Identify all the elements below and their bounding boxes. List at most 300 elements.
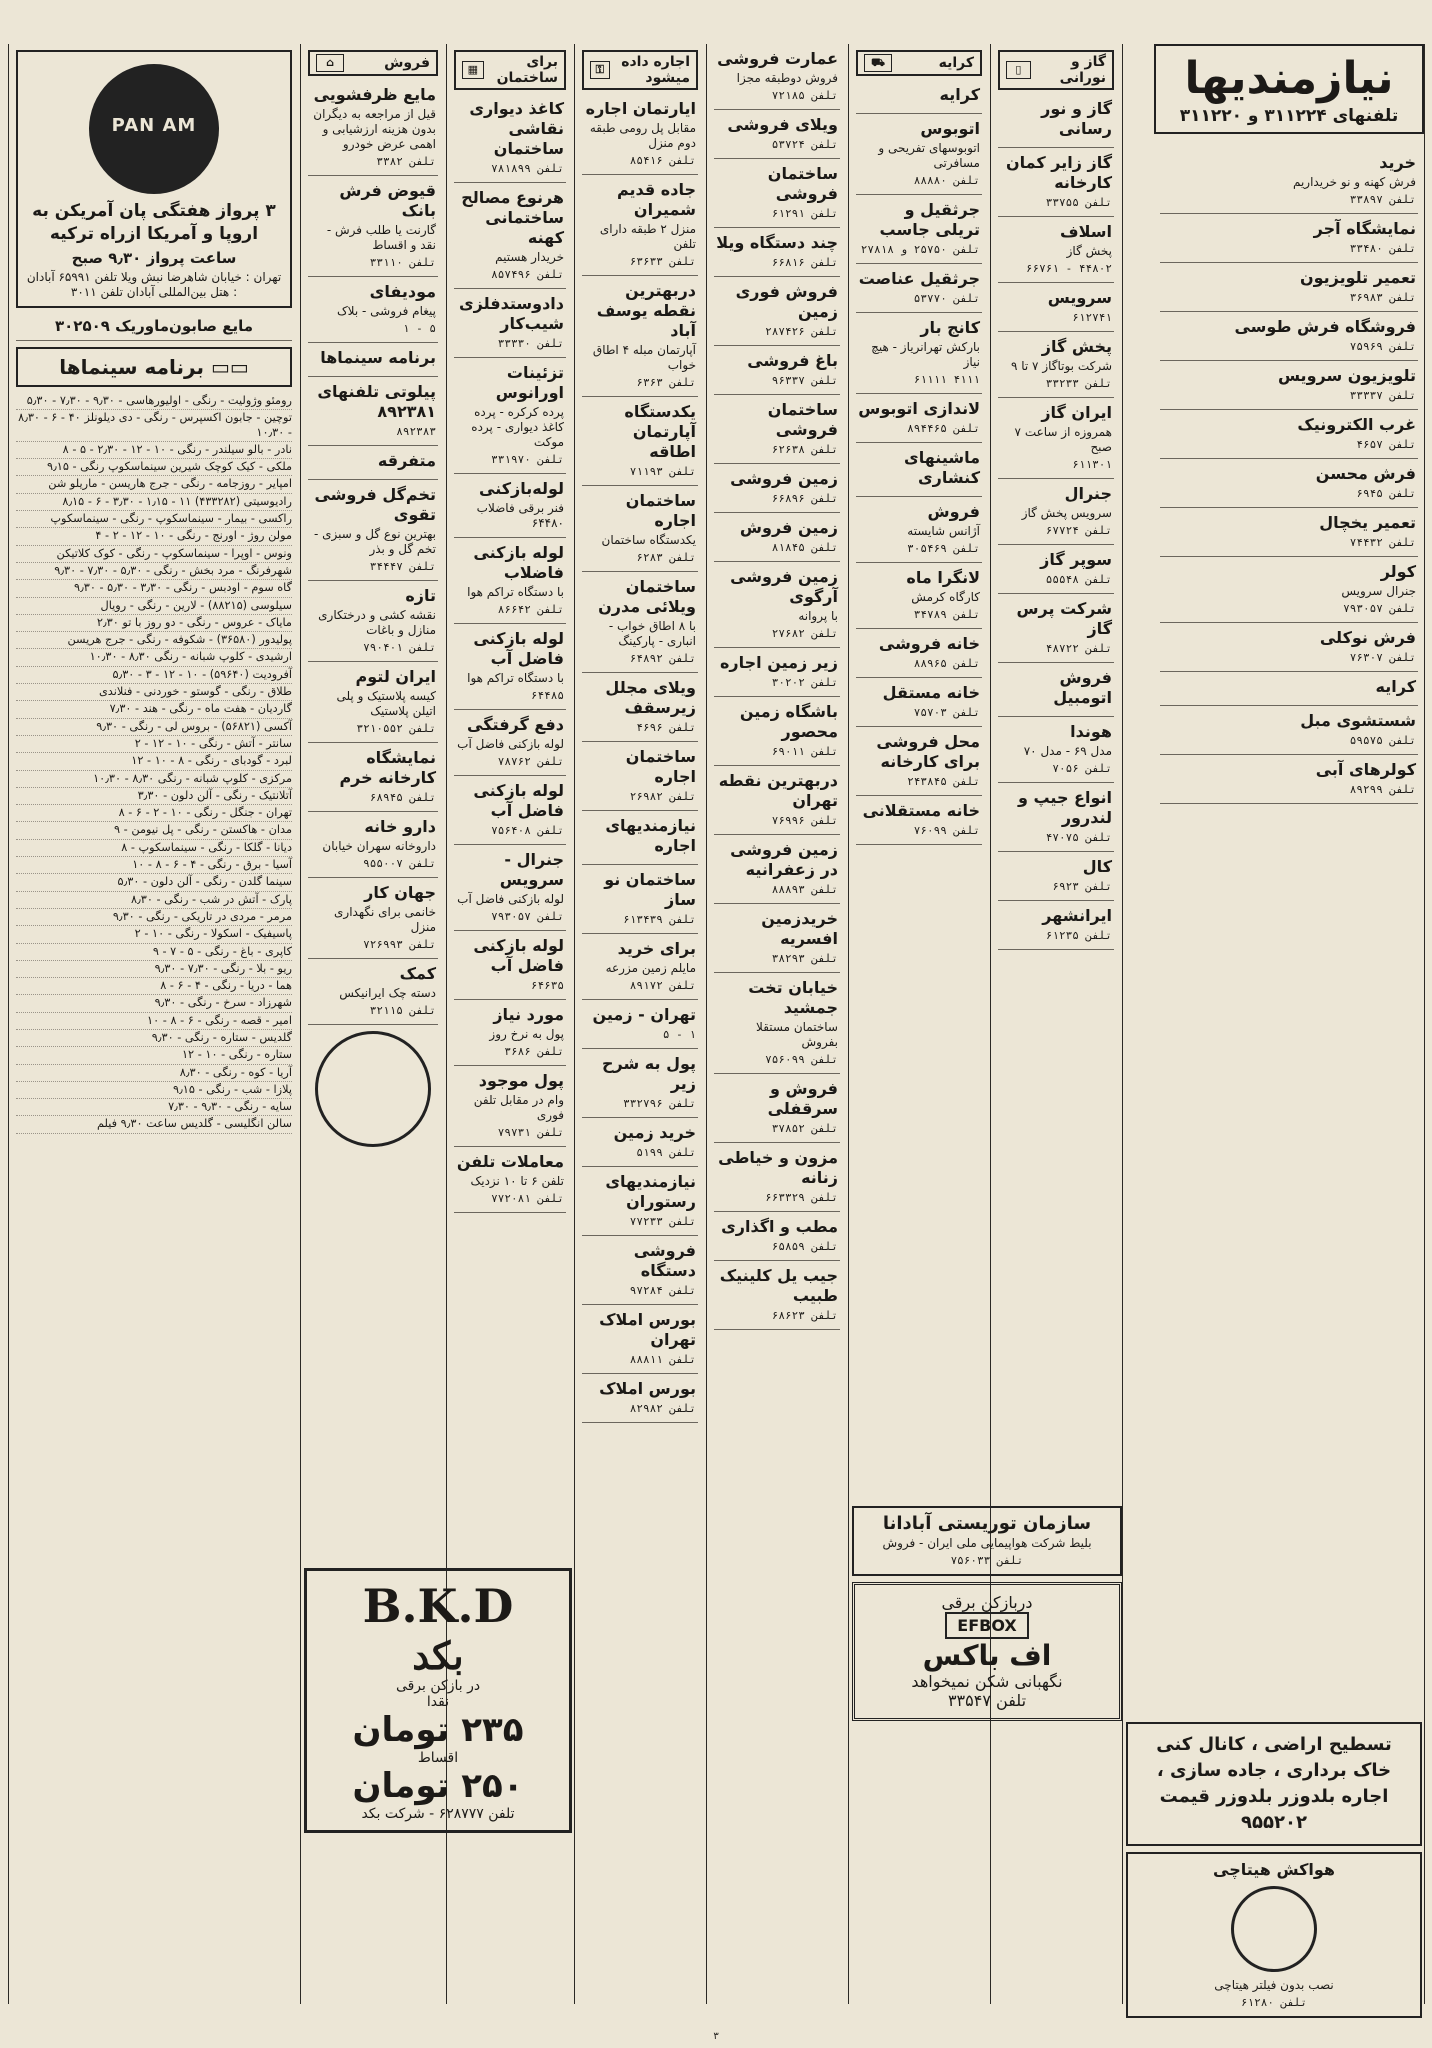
cinema-listing: گاه سوم - اودبس - رنگی - ۳٫۳۰ - ۵٫۳۰ - ۹٫۳۰	[16, 580, 292, 597]
classified-ad	[998, 852, 1114, 901]
ad-heading: یکدستگاه آپارتمان اطاقه	[624, 402, 696, 461]
masthead-phones: تلفنهای ۳۱۱۲۲۴ و ۳۱۱۲۲۰	[1179, 106, 1399, 126]
ad-phone: تلفن ۷۹۳۰۵۷	[1343, 602, 1416, 615]
classified-ad	[454, 358, 566, 474]
hitachi-title: هواکش هیتاچی	[1213, 1860, 1335, 1879]
classified-ad	[308, 446, 438, 480]
ad-heading: گاز و نور رسانی	[1041, 99, 1112, 138]
cinema-listing: دیانا - گلکا - رنگی - سینماسکوپ - ۸	[16, 840, 292, 857]
ad-heading: محل فروشی برای کارخانه	[876, 732, 980, 771]
cinema-listing: ملکی - کیک کوچک شیرین سینماسکوپ رنگی - ۹٫۱۵	[16, 459, 292, 476]
ad-phone: تلفن ۶۶۳۳۲۹	[765, 1191, 838, 1204]
classified-ad	[1160, 148, 1418, 214]
ad-heading: فروش و سرقفلی	[767, 1079, 838, 1118]
ad-phone: تلفن ۸۲۹۸۲	[629, 1402, 696, 1415]
ad-phone: تلفن ۶۹۴۵	[1356, 487, 1416, 500]
ad-phone: تلفن ۴۶۹۶	[636, 721, 696, 734]
classified-ad	[714, 562, 840, 648]
classified-ad	[454, 94, 566, 183]
ad-heading: دفع گرفتگی	[467, 715, 564, 734]
factory-emblem-icon	[315, 1031, 431, 1147]
classified-ad	[1160, 361, 1418, 410]
ad-phone: ۱ - ۵	[662, 1028, 696, 1041]
ad-heading: معاملات تلفن	[456, 1152, 564, 1171]
column-rule	[8, 44, 9, 2004]
ad-text: شرکت بوتاگاز ۷ تا ۹	[1010, 359, 1112, 373]
ad-list	[856, 80, 982, 845]
section-header-building: برای ساختمان ▦	[454, 50, 566, 90]
ad-phone: تلفن ۹۶۳۳۷	[771, 374, 838, 387]
classified-ad	[582, 673, 698, 742]
classified-ad	[582, 1118, 698, 1167]
ad-heading: نیازمندیهای اجاره	[605, 816, 696, 855]
classified-ad	[856, 629, 982, 678]
ad-text: نقشه کشی و درختکاری منازل و باغات	[318, 608, 436, 637]
cinema-listing: گلدیس - ستاره - رنگی - ۹٫۳۰	[16, 1030, 292, 1047]
ad-phone: تلفن ۷۵۹۶۹	[1349, 340, 1416, 353]
ad-list	[582, 94, 698, 1423]
ad-phone: تلفن ۳۰۵۴۶۹	[907, 542, 980, 555]
ad-list	[1160, 148, 1418, 804]
ad-phone: تلفن ۶۱۲۳۵	[1045, 929, 1112, 942]
ad-phone: تلفن ۸۶۶۴۲	[497, 603, 564, 616]
classified-ad	[308, 959, 438, 1025]
ad-heading: جهان کار	[364, 883, 436, 902]
ad-phone: تلفن ۳۳۳۳۰	[497, 337, 564, 350]
ad-phone: تلفن ۶۲۶۳۸	[771, 443, 838, 456]
classified-ad	[454, 538, 566, 624]
classified-ad	[856, 678, 982, 727]
cinema-listing: پاسیفیک - اسکولا - رنگی - ۱۰ - ۲	[16, 926, 292, 943]
ad-heading: لوله بازکنی فاضلاب	[473, 543, 564, 582]
ad-phone: تلفن ۷۹۷۳۱	[497, 1126, 564, 1139]
classified-ad	[582, 397, 698, 486]
masthead	[1154, 44, 1424, 134]
ad-heading: خانه مستقلانی	[862, 801, 980, 820]
classified-ad	[582, 865, 698, 934]
ad-text: تلفن ۶ تا ۱۰ نزدیک	[470, 1174, 564, 1188]
ad-heading: خریدزمین افسریه	[761, 909, 838, 948]
cinema-listing: توچین - جابون اکسپرس - رنگی - دی دیلونلز ۴۰ - ۶ - ۸٫۳۰ - ۱۰٫۳۰	[16, 410, 292, 442]
classified-ad	[714, 513, 840, 562]
classified-ad	[1160, 459, 1418, 508]
classified-ad	[856, 114, 982, 195]
classified-ad	[454, 183, 566, 289]
ad-phone: تلفن ۷۲۶۹۹۳	[363, 938, 436, 951]
cinema-listing: سینما گلدن - رنگی - آلن دلون - ۵٫۳۰	[16, 874, 292, 891]
ad-phone: تلفن ۶۹۲۳	[1052, 880, 1112, 893]
abadan-text: بلیط شرکت هواپیمایی ملی ایران - فروش	[882, 1536, 1092, 1550]
classified-ad	[582, 1000, 698, 1049]
cinema-listing: امپایر - روزجامه - رنگی - جرج هاریسن - ماریلو شن	[16, 476, 292, 493]
section-header-rent: اجاره داده میشود ⚿	[582, 50, 698, 90]
ad-phone: تلفن ۶۲۸۳	[636, 551, 696, 564]
ad-heading: لوله بازکنی فاضل آب	[473, 936, 564, 975]
cinema-listing: مایاک - عروس - رنگی - دو روز با تو ۲٫۳۰	[16, 615, 292, 632]
ad-phone: تلفن ۷۴۴۳۲	[1349, 536, 1416, 549]
ad-text: آژانس شایسته	[907, 524, 980, 538]
cinema-listing: نادر - بالو سیلندر - رنگی - ۱۰ - ۱۲ - ۲٫۳۰ - ۵ - ۸	[16, 442, 292, 459]
ad-heading: دادوستدفلزی شیب‌کار	[459, 294, 564, 333]
ad-phone: تلفن ۳۴۴۴۷	[369, 560, 436, 573]
ad-phone: تلفن ۷۵۶۰۹۹	[765, 1053, 838, 1066]
efbox-text: نگهبانی شکن نمیخواهد	[911, 1672, 1063, 1691]
ad-text: کارگاه کرمش	[911, 590, 980, 604]
classified-ad	[582, 1374, 698, 1423]
ad-phone: تلفن ۶۳۶۳۳	[629, 255, 696, 268]
classified-ad	[582, 1167, 698, 1236]
cinema-listing: امیر - قصه - رنگی - ۶ - ۸ - ۱۰	[16, 1013, 292, 1030]
panam-time: ساعت پرواز ۹٫۳۰ صبح	[71, 249, 237, 267]
ad-text: با دستگاه تراکم هوا	[467, 671, 564, 685]
fan-icon	[1231, 1886, 1317, 1972]
classified-ad	[998, 783, 1114, 852]
ad-heading: غرب الکترونیک	[1297, 415, 1416, 434]
classified-ad	[714, 464, 840, 513]
classified-ad	[308, 277, 438, 343]
classified-ad	[998, 663, 1114, 717]
ad-text: جنرال سرویس	[1341, 584, 1416, 598]
ad-heading: پول موجود	[478, 1071, 564, 1090]
column-rule	[1424, 44, 1425, 2004]
ad-heading: تزئینات اورانوس	[495, 363, 564, 402]
ad-text: با دستگاه تراکم هوا	[467, 585, 564, 599]
ad-phone: تلفن ۷۵۷۰۳	[913, 706, 980, 719]
ad-phone: ۸۹۲۳۸۳	[396, 425, 436, 438]
cinema-listing: مدان - هاکستن - رنگی - پل نیومن - ۹	[16, 822, 292, 839]
ad-heading: فرش محسن	[1315, 464, 1416, 483]
ad-heading: نمایشگاه آجر	[1313, 219, 1416, 238]
ad-phone: تلفن ۳۴۷۸۹	[913, 608, 980, 621]
ad-phone: تلفن ۷۷۲۰۸۱	[491, 1192, 564, 1205]
ad-text: سرویس پخش گاز	[1021, 506, 1112, 520]
ad-heading: پیلوتی تلفنهای ۸۹۲۳۸۱	[317, 382, 436, 421]
cinema-listing: هما - دریا - رنگی - ۴ - ۶ - ۸	[16, 978, 292, 995]
cinema-listing: پولیدور (۳۶۵۸۰) - شکوفه - رنگی - جرج هریسن	[16, 632, 292, 649]
ad-phone: تلفن ۷۷۲۳۳	[629, 1215, 696, 1228]
ad-heading: ایران گاز	[1041, 403, 1112, 422]
ad-heading: شرکت پرس گاز	[1016, 599, 1112, 638]
ad-heading: لانگرا ماه	[906, 568, 980, 587]
cinema-listing: شهرفرنگ - مرد بخش - رنگی - ۵٫۳۰ - ۷٫۳۰ - ۹٫۳۰	[16, 563, 292, 580]
ad-heading: دربهترین نقطه یوسف آباد	[596, 281, 696, 340]
section-header-gas: گاز و نورانی ▯	[998, 50, 1114, 90]
ad-phone: تلفن ۳۳۳۳۷	[1349, 389, 1416, 402]
ad-phone: تلفن ۷۸۱۸۹۹	[491, 162, 564, 175]
ad-phone: تلفن ۳۲۱۱۵	[369, 1004, 436, 1017]
ad-phone: تلفن ۷۶۳۰۷	[1349, 651, 1416, 664]
ad-list	[308, 80, 438, 1025]
house-icon: ⌂	[316, 54, 344, 72]
classified-ad	[998, 148, 1114, 217]
ad-phone: ۶۱۲۷۴۱	[1072, 311, 1112, 324]
classified-ad	[454, 710, 566, 776]
classified-ad	[1160, 623, 1418, 672]
ad-phone: تلفن ۸۸۸۸۰	[913, 174, 980, 187]
ad-list	[714, 44, 840, 1330]
cinema-listing: رادیوسیتی (۴۳۳۲۸۲) ۱۱ - ۱٫۱۵ - ۳٫۳۰ - ۶ - ۸٫۱۵	[16, 494, 292, 511]
ad-heading: کرایه	[939, 85, 980, 104]
ad-text: با ۸ اطاق خواب - انباری - پارکینگ	[608, 619, 696, 648]
column-rule	[1122, 44, 1123, 2004]
cinema-listing: پلازا - شب - رنگی - ۹٫۱۵	[16, 1082, 292, 1099]
cinema-listing: تهران - جنگل - رنگی - ۱۰ - ۲ - ۶ - ۸	[16, 805, 292, 822]
ad-text: ساختمان مستقلا بفروش	[756, 1020, 838, 1049]
classified-ad	[856, 195, 982, 264]
ad-heading: کولرهای آبی	[1315, 760, 1416, 779]
section-header-sale: فروش ⌂	[308, 50, 438, 76]
classified-ad	[856, 443, 982, 497]
panam-address: تهران : خیابان شاهرضا نبش ویلا تلفن ۶۵۹۹۱ آبادان : هتل بین‌المللی آبادان تلفن ۳۰۱۱	[26, 270, 282, 299]
ad-phone: ۶۴۶۳۵	[530, 979, 564, 992]
classified-ad	[856, 80, 982, 114]
cinema-listing: مرمر - مردی در تاریکی - رنگی - ۹٫۳۰	[16, 909, 292, 926]
classified-ad	[998, 283, 1114, 332]
ad-phone: ۶۱۱۳۰۱	[1072, 458, 1112, 471]
classified-ad	[454, 776, 566, 845]
ad-phone: تلفن ۷۲۱۸۵	[771, 89, 838, 102]
classified-ad	[454, 845, 566, 931]
ad-heading: جنرال - سرویس	[499, 850, 564, 889]
classified-ad	[454, 1147, 566, 1213]
classified-ad	[454, 931, 566, 1000]
ad-phone: تلفن ۲۴۳۸۴۵	[907, 775, 980, 788]
ad-text: داروخانه سهران خیابان	[322, 839, 436, 853]
ad-phone: تلفن ۳۳۴۸۰	[1349, 242, 1416, 255]
ad-heading: زمین فروشی	[730, 469, 838, 488]
ad-text: بهترین نوع گل و سبزی - تخم گل و بذر	[314, 527, 436, 556]
efbox-name: اف باکس	[922, 1639, 1052, 1672]
classified-ad	[582, 811, 698, 865]
film-strip-icon: ▭▭	[203, 355, 249, 379]
ad-heading: هرنوع مصالح ساختمانی کهنه	[461, 188, 564, 247]
cinema-listing: ستاره - رنگی - ۱۰ - ۱۲	[16, 1047, 292, 1064]
cinema-listing: پارک - آتش در شب - رنگی - ۸٫۳۰	[16, 892, 292, 909]
column-8	[1154, 148, 1424, 1708]
cinema-listing: سانتر - آتش - رنگی - ۱۰ - ۱۲ - ۲	[16, 736, 292, 753]
column-5	[708, 44, 846, 2004]
ad-heading: شستشوی مبل	[1300, 711, 1416, 730]
ad-phone: تلفن ۳۳۱۱۰	[369, 256, 436, 269]
classified-ad	[582, 1049, 698, 1118]
ad-heading: نمایشگاه کارخانه خرم	[339, 748, 436, 787]
ad-heading: فروشگاه فرش طوسی	[1234, 317, 1416, 336]
ad-heading: جرثقیل و تریلی جاسب	[879, 200, 980, 239]
ad-heading: فروش اتومبیل	[1053, 668, 1112, 707]
bkd-label-installment: اقساط	[417, 1750, 459, 1766]
ad-heading: ایارتمان اجاره	[585, 99, 696, 118]
ad-heading: باغ فروشی	[747, 351, 838, 370]
cinema-listing: آریا - کوه - رنگی - ۸٫۳۰	[16, 1065, 292, 1082]
classified-ad	[308, 878, 438, 959]
ad-phone: تلفن ۸۸۹۶۵	[913, 657, 980, 670]
ad-text: اتوبوسهای تفریحی و مسافرتی	[878, 141, 980, 170]
ad-text: پیغام فروشی - بلاک	[336, 304, 436, 318]
classified-ad	[998, 479, 1114, 545]
ad-phone: تلفن ۸۵۷۴۹۶	[491, 268, 564, 281]
ad-heading: کاغذ دیواری نقاشی ساختمان	[469, 99, 564, 158]
ad-heading: کانج بار	[920, 318, 980, 337]
cinema-listing: گاردیان - هفت ماه - رنگی - هند - ۷٫۳۰	[16, 701, 292, 718]
column-rule	[574, 44, 575, 2004]
classified-ad	[714, 1074, 840, 1143]
ad-phone: تلفن ۲۷۶۸۲	[771, 627, 838, 640]
classified-ad	[308, 812, 438, 878]
classified-ad	[856, 394, 982, 443]
column-rule	[848, 44, 849, 2004]
ad-heading: قیوض فرش بانک	[339, 181, 436, 220]
ad-heading: لوله‌بازکنی	[479, 479, 564, 498]
column-rule	[706, 44, 707, 2004]
ad-phone: تلفن ۳۳۸۲	[376, 155, 436, 168]
bkd-label-cash: نقدا	[426, 1694, 450, 1710]
ad-heading: ایران لتوم	[355, 667, 436, 686]
ad-phone: تلفن ۳۰۲۰۲	[771, 676, 838, 689]
panam-globe-icon	[89, 64, 219, 194]
classified-ad	[1160, 557, 1418, 623]
classified-ad	[714, 697, 840, 766]
column-cinema	[10, 44, 298, 2004]
ad-text: همروزه از ساعت ۷ صبح	[1014, 425, 1112, 454]
ad-heading: جنرال	[1064, 484, 1112, 503]
classified-ad	[582, 175, 698, 276]
ad-heading: مورد نیاز	[493, 1005, 564, 1024]
ad-phone: ۴۴۸۰۲ - ۶۶۷۶۱	[1025, 262, 1112, 275]
key-icon: ⚿	[590, 61, 610, 79]
classified-ad	[714, 346, 840, 395]
ad-heading: ایرانشهر	[1042, 906, 1112, 925]
ad-heading: گاز زایر کمان کارخانه	[1005, 153, 1112, 192]
cinema-listing: راکسی - بیمار - سینماسکوپ - رنگی - سینماسکوپ	[16, 511, 292, 528]
panam-headline: ۳ پرواز هفتگی پان آمریکن به اروپا و آمریکا ازراه ترکیه	[32, 201, 276, 244]
ad-heading: ساختمان فروشی	[767, 400, 838, 439]
classified-ad	[714, 904, 840, 973]
column-7	[992, 44, 1120, 2004]
classified-ad	[1160, 410, 1418, 459]
classified-ad	[1160, 214, 1418, 263]
ad-text: بارکش تهرانریاز - هیچ نیاز	[871, 340, 980, 369]
classified-ad	[308, 377, 438, 446]
hitachi-ad	[1126, 1852, 1422, 2018]
classified-ad	[454, 1066, 566, 1147]
classified-ad	[998, 332, 1114, 398]
ad-heading: فروش فوری زمین	[735, 282, 838, 321]
ad-heading: تهران - زمین	[592, 1005, 696, 1024]
classified-ad	[582, 276, 698, 397]
ad-heading: تازه	[405, 586, 436, 605]
cinema-list	[16, 393, 292, 1134]
ad-phone: تلفن ۷۵۶۴۰۸	[491, 824, 564, 837]
ad-phone: تلفن ۶۱۲۹۱	[771, 207, 838, 220]
cinema-listing: ریو - بلا - رنگی - ۷٫۳۰ - ۹٫۳۰	[16, 961, 292, 978]
cinema-listing: طلاق - رنگی - گوستو - خوردنی - فنلاندی	[16, 684, 292, 701]
classified-ad	[714, 159, 840, 228]
classified-ad	[856, 264, 982, 313]
page-marker: ۳	[713, 2031, 719, 2042]
ad-heading: عمارت فروشی	[717, 49, 838, 68]
ad-phone: تلفن ۷۹۳۰۵۷	[491, 910, 564, 923]
classified-ad	[714, 395, 840, 464]
classified-ad	[308, 343, 438, 377]
ad-heading: لاندازی اتوبوس	[858, 399, 980, 418]
classified-ad	[714, 835, 840, 904]
panam-logo-text: PAN AM	[111, 115, 197, 136]
classified-ad	[998, 94, 1114, 148]
cinema-listing: کاپری - باغ - رنگی - ۵ - ۷ - ۹	[16, 944, 292, 961]
cinema-listing: مرکزی - کلوپ شبانه - رنگی ۸٫۳۰ - ۱۰٫۳۰	[16, 771, 292, 788]
cinema-listing: ارشیدی - کلوپ شبانه - رنگی ۸٫۳۰ - ۱۰٫۳۰	[16, 649, 292, 666]
ad-heading: باشگاه زمین محصور	[739, 702, 838, 741]
ad-text: مقابل پل رومی طبقه دوم منزل	[589, 121, 696, 150]
classified-ad	[308, 176, 438, 277]
bkd-sub: در بازکن برقی	[395, 1678, 481, 1694]
ad-heading: جیب یل کلینیک طبیب	[719, 1266, 838, 1305]
ad-text: پول به نرخ روز	[489, 1027, 564, 1041]
ad-heading: دربهترین نقطه تهران	[718, 771, 838, 810]
classified-ad	[308, 662, 438, 743]
gas-cylinder-icon: ▯	[1006, 61, 1031, 79]
classified-ad	[856, 563, 982, 629]
bkd-price-installment: ۲۵۰ تومان	[352, 1766, 524, 1806]
ad-text: فنر برقی فاضلاب ۶۴۴۸۰	[476, 501, 564, 530]
ad-phone: تلفن ۳۳۱۹۷۰	[491, 453, 564, 466]
ad-phone: تلفن ۶۷۷۲۴	[1045, 524, 1112, 537]
ad-heading: زیر زمین اجاره	[719, 653, 838, 672]
ad-phone: تلفن ۸۱۸۴۵	[771, 541, 838, 554]
ad-phone: تلفن ۶۹۰۱۱	[771, 745, 838, 758]
classified-ad	[454, 1000, 566, 1066]
efbox-pre: دربازکن برقی	[941, 1593, 1033, 1612]
ad-text: مایلم زمین مزرعه	[605, 961, 696, 975]
classified-ad	[582, 1236, 698, 1305]
classified-ad	[998, 545, 1114, 594]
ad-heading: لوله بازکنی فاضل آب	[473, 781, 564, 820]
ad-text: فروش دوطبقه مجزا	[736, 71, 838, 85]
ad-phone: تلفن ۶۶۸۱۶	[771, 256, 838, 269]
ad-phone: تلفن ۷۶۹۹۶	[771, 814, 838, 827]
ad-heading: متفرقه	[377, 451, 436, 470]
column-rule	[300, 44, 301, 2004]
cinema-listing: آفرودیت (۵۹۶۴۰) - ۱۰ - ۱۲ - ۳ - ۵٫۳۰	[16, 667, 292, 684]
ad-phone: تلفن ۳۳۷۵۵	[1045, 196, 1112, 209]
ad-phone: تلفن ۶۵۸۵۹	[771, 1240, 838, 1253]
ad-phone: تلفن ۶۸۹۴۵	[369, 791, 436, 804]
classified-ad	[998, 398, 1114, 479]
cinema-listing: آتلانتیک - رنگی - آلن دلون - ۳٫۳۰	[16, 788, 292, 805]
cinema-listing: رومئو وژولیت - رنگی - اولیورهاسی - ۹٫۳۰ - ۷٫۳۰ - ۵٫۳۰	[16, 393, 292, 410]
ad-phone: تلفن ۸۹۲۹۹	[1349, 783, 1416, 796]
ad-phone: تلفن ۵۹۵۷۵	[1349, 734, 1416, 747]
classified-ad	[998, 717, 1114, 783]
ad-heading: خانه مستقل	[882, 683, 980, 702]
ad-text: مدل ۶۹ - مدل ۷۰	[1023, 744, 1112, 758]
efbox-phone: تلفن ۳۳۵۴۷	[947, 1691, 1027, 1710]
classified-ad	[714, 648, 840, 697]
ad-heading: نیازمندیهای رستوران	[605, 1172, 696, 1211]
ad-heading: مطب و اگذاری	[721, 1217, 838, 1236]
classified-ad	[998, 901, 1114, 950]
ad-text: دسته چک ایرانیکس	[339, 986, 436, 1000]
classified-ad	[454, 289, 566, 358]
ad-heading: برنامه سینماها	[320, 348, 436, 367]
ad-text: فرش کهنه و نو خریداریم	[1292, 175, 1416, 189]
ad-phone: تلفن ۳۳۲۷۹۶	[623, 1097, 696, 1110]
ad-phone: ۴۱۱۱ ۶۱۱۱۱	[913, 373, 980, 386]
ad-heading: هوندا	[1070, 722, 1112, 741]
classified-ad	[308, 80, 438, 176]
cinema-listing: سیلوسی (۸۸۲۱۵) - لارین - رنگی - رویال	[16, 598, 292, 615]
classified-ad	[1160, 755, 1418, 804]
